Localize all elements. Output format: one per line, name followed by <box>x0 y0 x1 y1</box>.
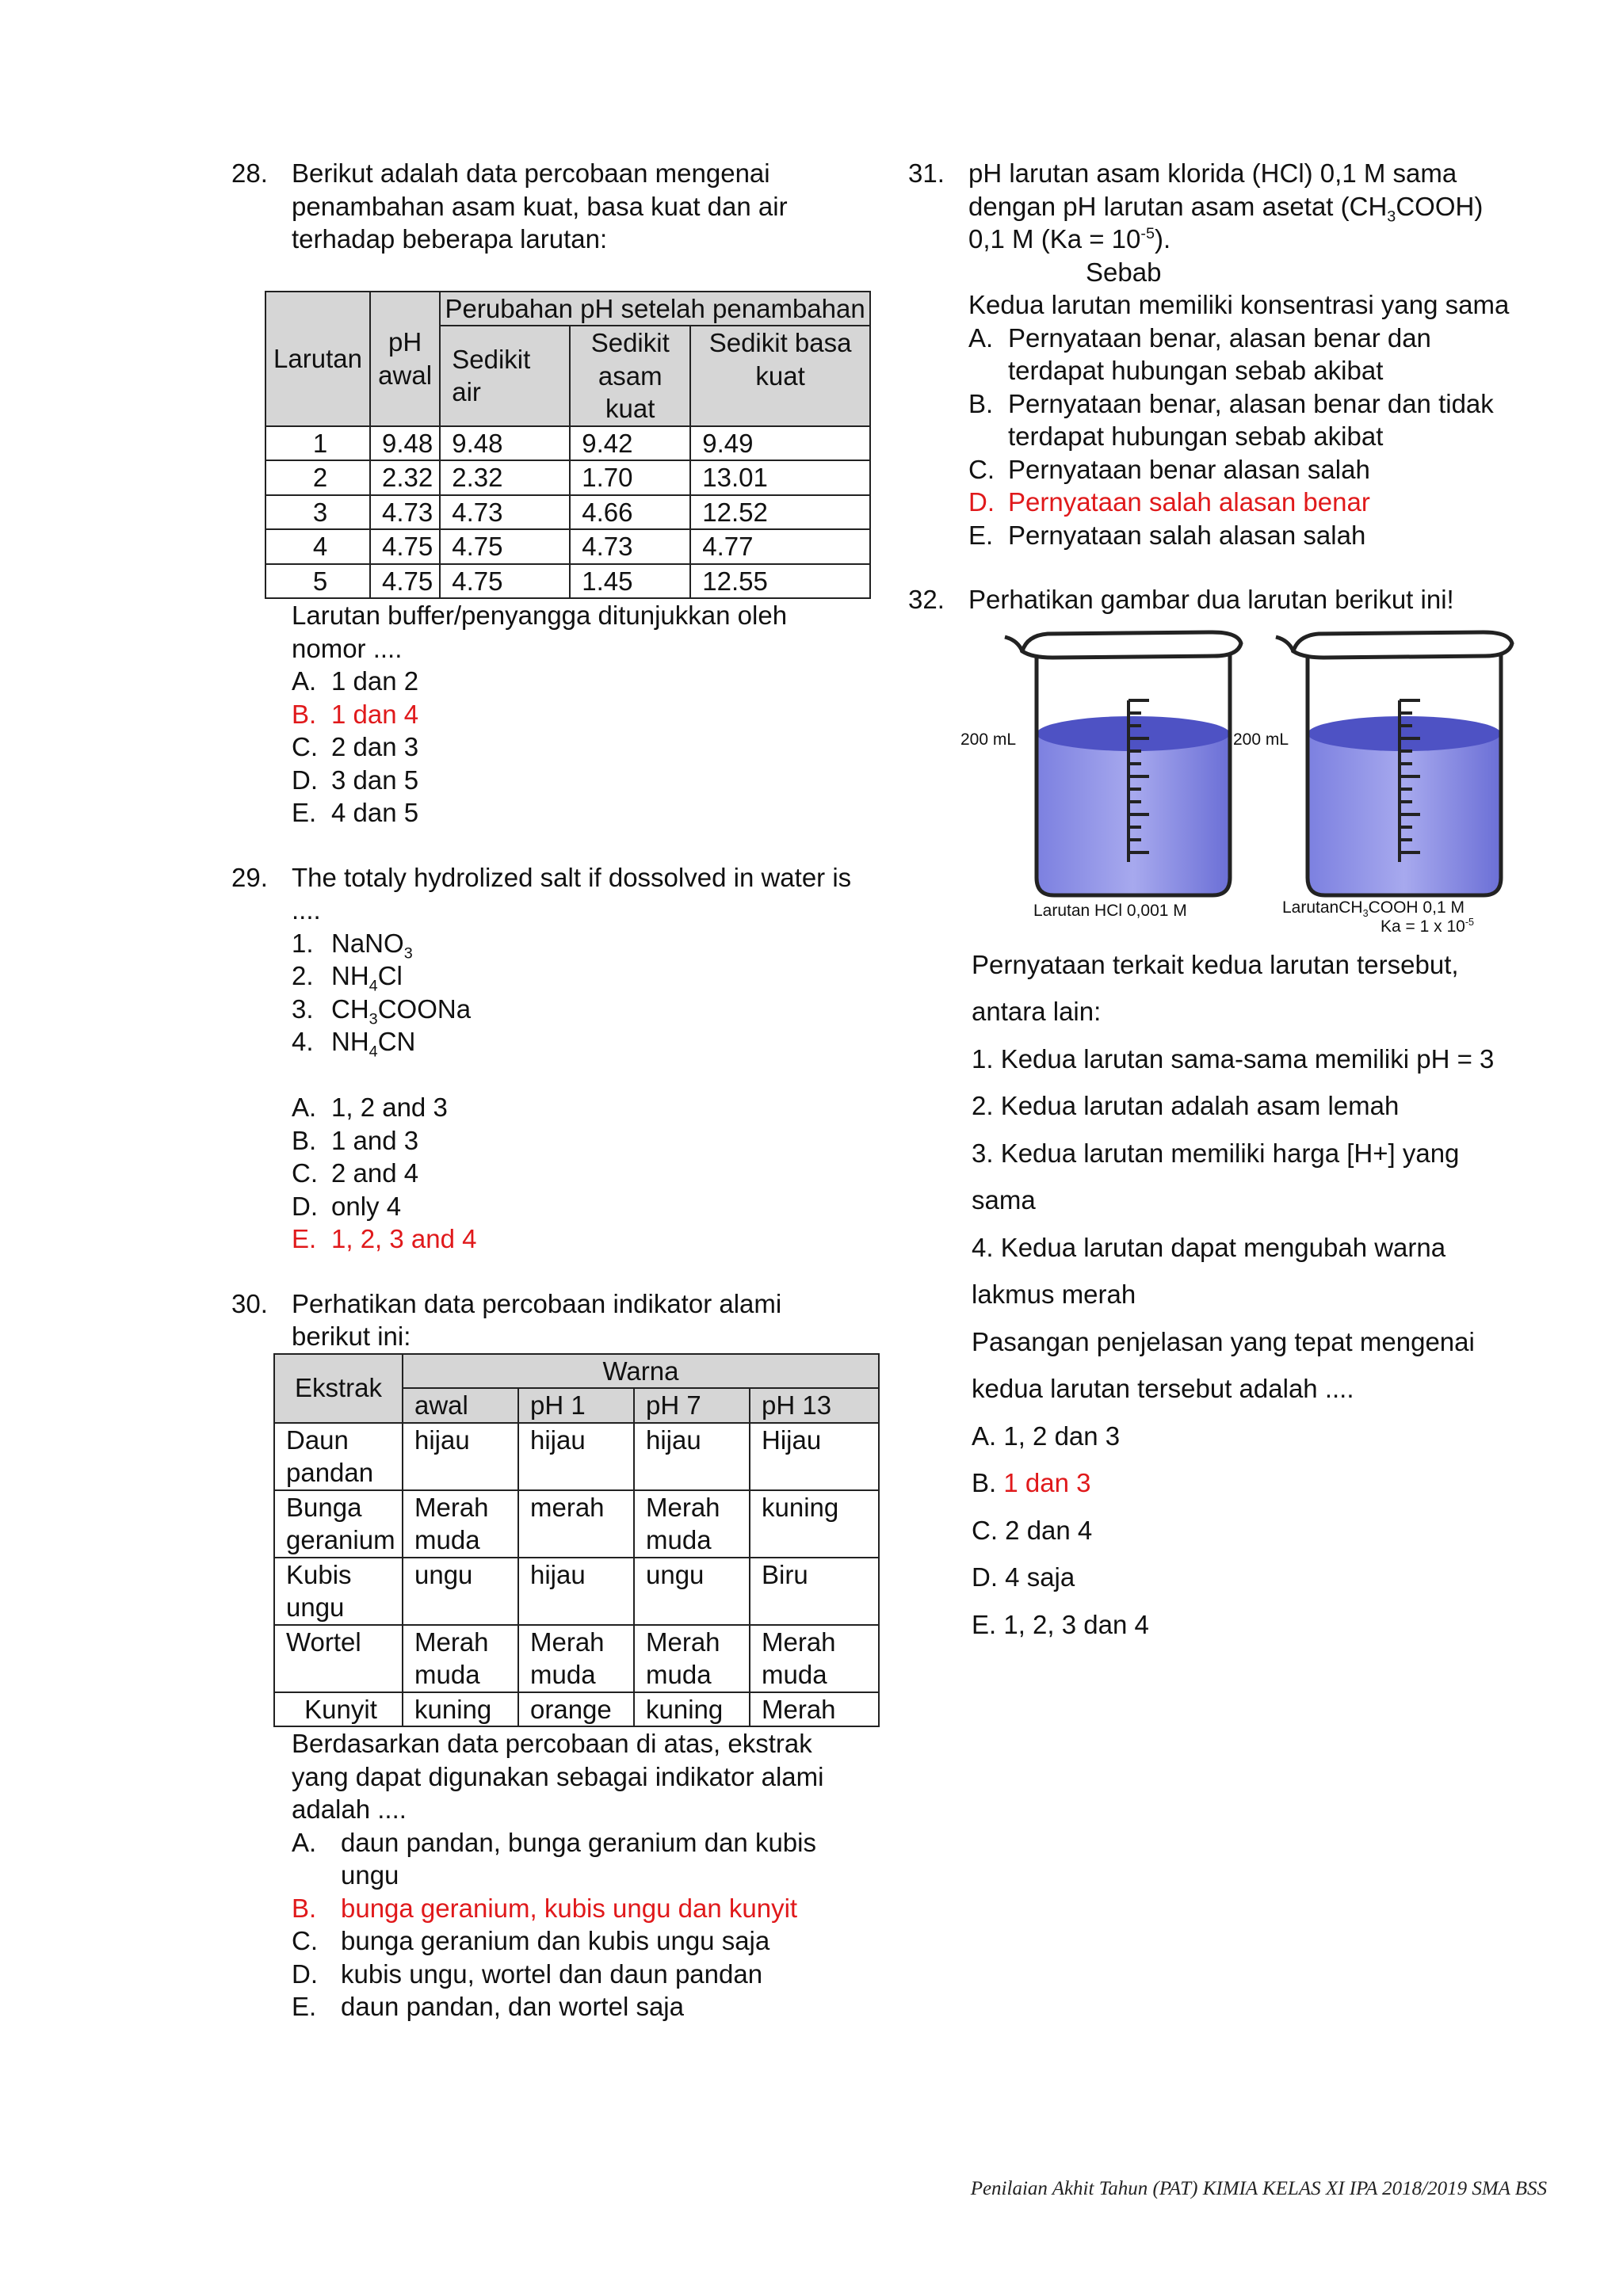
liquid-surface-ch3cooh <box>1308 716 1501 751</box>
reason-text: Kedua larutan memiliki konsentrasi yang sama <box>968 290 1510 319</box>
option-letter: D. <box>972 1562 998 1592</box>
formula: CN <box>377 1027 416 1056</box>
cell: 4.75 <box>440 529 570 564</box>
intro-text: Pernyataan terkait kedua larutan tersebut, antara lain: <box>972 949 1459 1026</box>
header-perubahan: Perubahan pH setelah penambahan <box>440 292 870 326</box>
option-c[interactable] <box>292 1157 889 1190</box>
formula-sup: -5 <box>1140 225 1155 242</box>
cell: Daun pandan <box>274 1423 403 1490</box>
text: CH <box>1338 898 1363 917</box>
cell: 5 <box>265 564 370 599</box>
header-larutan: Larutan <box>265 292 370 426</box>
item-number: 4. <box>292 1027 314 1056</box>
cell: 12.55 <box>690 564 870 599</box>
option-text: bunga geranium, kubis ungu dan kunyit <box>341 1893 798 1923</box>
cell: Merah <box>750 1692 879 1727</box>
statement-line <box>968 190 1542 226</box>
cell: 4.73 <box>370 495 440 530</box>
option-text: 1, 2 dan 3 <box>1003 1421 1121 1451</box>
table-row <box>265 495 870 530</box>
sebab-label: Sebab <box>1086 257 1162 287</box>
option-letter: E. <box>292 1992 317 2021</box>
question-text: Perhatikan gambar dua larutan berikut ini! <box>968 585 1454 614</box>
option-letter: D. <box>968 487 995 517</box>
option-e[interactable] <box>292 796 889 830</box>
question-number: 31. <box>908 158 945 188</box>
option-c[interactable] <box>968 453 1542 486</box>
option-e[interactable] <box>968 519 1542 552</box>
caption-ch3cooh <box>1282 898 1465 917</box>
cell: Merah muda <box>518 1625 634 1692</box>
option-b-answer[interactable] <box>972 1459 1542 1507</box>
header-ekstrak: Ekstrak <box>274 1354 403 1423</box>
option-text: 2 and 4 <box>331 1158 419 1188</box>
formula-sub: 3 <box>369 1010 378 1028</box>
beakers-figure <box>959 616 1561 936</box>
text: Ka = 1 x 10 <box>1381 917 1465 936</box>
header-sedikit-basa: Sedikit basa kuat <box>690 326 870 426</box>
table-row <box>265 460 870 495</box>
option-text: only 4 <box>331 1191 402 1221</box>
option-letter: A. <box>292 1827 317 1857</box>
cell: 12.52 <box>690 495 870 530</box>
cell: Kubis ungu <box>274 1558 403 1625</box>
option-letter: E. <box>968 520 994 550</box>
cell: Wortel <box>274 1625 403 1692</box>
cell: 4.77 <box>690 529 870 564</box>
cell: 4.75 <box>370 529 440 564</box>
liquid-surface-hcl <box>1037 716 1230 751</box>
option-b-answer[interactable] <box>292 698 889 731</box>
option-letter: C. <box>292 1926 318 1955</box>
salt-item <box>292 1025 889 1061</box>
formula: CH <box>331 994 369 1024</box>
table-row <box>265 564 870 599</box>
option-a[interactable] <box>972 1413 1542 1460</box>
salt-item <box>292 927 889 963</box>
option-a[interactable] <box>292 1091 889 1124</box>
option-text: daun pandan, bunga geranium dan kubis ungu <box>341 1827 816 1890</box>
formula-sub: 3 <box>403 944 413 963</box>
statement-line <box>968 223 1542 256</box>
question-prompt: Berdasarkan data percobaan di atas, ekstrak yang dapat digunakan sebagai indikator alami adalah .... <box>292 1729 824 1824</box>
option-text: Pernyataan benar, alasan benar dan tidak terdapat hubungan sebab akibat <box>1008 388 1494 451</box>
option-letter: B. <box>292 1893 317 1923</box>
cell: Merah muda <box>403 1625 518 1692</box>
q32-body <box>908 941 1542 1649</box>
option-text: 1, 2, 3 dan 4 <box>1003 1609 1149 1639</box>
volume-label-1: 200 mL <box>960 730 1017 749</box>
table-row <box>265 529 870 564</box>
salt-item <box>292 993 889 1026</box>
ph-data-table <box>265 291 871 600</box>
table-row <box>274 1692 879 1727</box>
option-a[interactable] <box>292 665 889 698</box>
option-text: 1, 2, 3 and 4 <box>331 1224 477 1253</box>
cell: Merah muda <box>750 1625 879 1692</box>
option-letter: C. <box>292 732 318 761</box>
item-number: 3. <box>292 994 314 1024</box>
question-prompt: Pasangan penjelasan yang tepat mengenai kedua larutan tersebut adalah .... <box>972 1326 1475 1403</box>
option-letter: B. <box>292 1125 317 1155</box>
header-ph7: pH 7 <box>634 1388 750 1423</box>
header-ph1: pH 1 <box>518 1388 634 1423</box>
cell: 9.48 <box>440 426 570 461</box>
text: COOH 0,1 M <box>1368 898 1465 917</box>
cell: 2 <box>265 460 370 495</box>
question-31 <box>908 157 1542 551</box>
cell: ungu <box>403 1558 518 1625</box>
statement-4: 4. Kedua larutan dapat mengubah warna lakmus merah <box>972 1232 1446 1309</box>
table-row <box>274 1423 879 1490</box>
question-30 <box>231 1287 889 1353</box>
text: ). <box>1154 224 1171 254</box>
formula: NH <box>331 1027 369 1056</box>
option-text: bunga geranium dan kubis ungu saja <box>341 1926 770 1955</box>
question-28 <box>231 157 889 256</box>
cell: 9.48 <box>370 426 440 461</box>
ka-label <box>1381 917 1474 936</box>
question-number: 32. <box>908 585 945 614</box>
option-letter: B. <box>968 388 994 418</box>
statement-2: 2. Kedua larutan adalah asam lemah <box>972 1091 1400 1120</box>
cell: 1.70 <box>570 460 690 495</box>
option-e[interactable] <box>972 1601 1542 1649</box>
option-e-answer[interactable] <box>292 1222 889 1256</box>
caption-hcl: Larutan HCl 0,001 M <box>1033 901 1187 920</box>
text: 0,1 M (Ka = 10 <box>968 224 1141 254</box>
option-text: 4 dan 5 <box>331 798 419 827</box>
table-row <box>265 426 870 461</box>
option-letter: A. <box>972 1421 997 1451</box>
cell: 9.42 <box>570 426 690 461</box>
option-text: kubis ungu, wortel dan daun pandan <box>341 1958 763 1989</box>
option-text: 1 dan 4 <box>331 699 419 729</box>
text: COOH) <box>1396 191 1484 221</box>
formula: NaNO <box>331 928 404 958</box>
option-letter: C. <box>292 1158 318 1188</box>
table-row <box>274 1490 879 1558</box>
formula: NH <box>331 961 369 990</box>
option-text: Pernyataan benar alasan salah <box>1008 454 1370 484</box>
table-row <box>274 1625 879 1692</box>
cell: 13.01 <box>690 460 870 495</box>
item-number: 2. <box>292 961 314 990</box>
cell: 4.73 <box>570 529 690 564</box>
page-footer: Penilaian Akhit Tahun (PAT) KIMIA KELAS XI IPA 2018/2019 SMA BSS <box>970 2178 1547 2199</box>
option-d[interactable] <box>292 764 889 797</box>
volume-label-2: 200 mL <box>1233 730 1289 749</box>
option-b-answer[interactable] <box>292 1892 889 1925</box>
cell: Hijau <box>750 1423 879 1490</box>
option-text: 1 and 3 <box>331 1125 419 1155</box>
option-letter: A. <box>292 1093 317 1122</box>
header-warna: Warna <box>403 1354 879 1389</box>
option-text: 2 dan 4 <box>1005 1515 1093 1545</box>
option-letter: B. <box>292 699 317 729</box>
cell: 4.73 <box>440 495 570 530</box>
formula-sub: 4 <box>369 1043 378 1061</box>
formula-sup: -5 <box>1465 916 1475 928</box>
option-b[interactable] <box>292 1124 889 1158</box>
cell: kuning <box>750 1490 879 1558</box>
option-text: 1 dan 3 <box>1003 1468 1091 1497</box>
option-letter: C. <box>968 454 995 484</box>
question-text: The totaly hydrolized salt if dossolved in water is .... <box>292 862 852 925</box>
cell: kuning <box>634 1692 750 1727</box>
option-d-answer[interactable] <box>968 486 1542 519</box>
cell: ungu <box>634 1558 750 1625</box>
cell: Kunyit <box>274 1692 403 1727</box>
option-d[interactable] <box>292 1190 889 1223</box>
cell: hijau <box>518 1558 634 1625</box>
statement-1: 1. Kedua larutan sama-sama memiliki pH = 3 <box>972 1043 1495 1074</box>
option-letter: C. <box>972 1515 998 1545</box>
option-c[interactable] <box>292 730 889 764</box>
option-d[interactable] <box>292 1958 889 1991</box>
cell: hijau <box>634 1423 750 1490</box>
option-text: Pernyataan salah alasan salah <box>1008 520 1366 550</box>
option-letter: D. <box>292 1958 318 1989</box>
left-column <box>231 157 889 2023</box>
header-sedikit-air: Sedikit air <box>440 326 570 426</box>
formula-sub: 4 <box>369 977 378 995</box>
item-number: 1. <box>292 928 314 958</box>
statement-3: 3. Kedua larutan memiliki harga [H+] yang sama <box>972 1138 1460 1215</box>
option-text: 1 dan 2 <box>331 666 419 696</box>
option-letter: E. <box>292 798 317 827</box>
cell: hijau <box>403 1423 518 1490</box>
option-e[interactable] <box>292 1990 889 2023</box>
cell: 4.75 <box>370 564 440 599</box>
cell: 3 <box>265 495 370 530</box>
option-a[interactable] <box>292 1826 880 1892</box>
text: dengan pH larutan asam asetat (CH <box>968 191 1388 221</box>
option-text: 1, 2 and 3 <box>331 1093 448 1122</box>
cell: 2.32 <box>370 460 440 495</box>
beaker-hcl <box>1005 632 1241 895</box>
cell: Biru <box>750 1558 879 1625</box>
cell: Merah muda <box>403 1490 518 1558</box>
header-sedikit-asam: Sedikit asam kuat <box>570 326 690 426</box>
table-row <box>274 1558 879 1625</box>
cell: 9.49 <box>690 426 870 461</box>
option-a[interactable] <box>968 322 1531 387</box>
cell: 4.66 <box>570 495 690 530</box>
option-text: Pernyataan benar, alasan benar dan terdapat hubungan sebab akibat <box>1008 322 1431 385</box>
option-letter: A. <box>968 322 994 353</box>
question-32 <box>908 583 1542 616</box>
question-number: 29. <box>231 862 268 892</box>
option-text: daun pandan, dan wortel saja <box>341 1992 684 2021</box>
option-letter: D. <box>292 765 318 795</box>
option-text: 2 dan 3 <box>331 732 419 761</box>
option-letter: A. <box>292 666 317 696</box>
formula-sub: 3 <box>1362 907 1369 919</box>
statement-line: pH larutan asam klorida (HCl) 0,1 M sama <box>968 158 1457 188</box>
option-text: Pernyataan salah alasan benar <box>1008 487 1370 517</box>
question-text: Perhatikan data percobaan indikator alami berikut ini: <box>292 1288 782 1351</box>
salt-item <box>292 959 889 993</box>
option-letter: E. <box>292 1224 317 1253</box>
cell: Merah muda <box>634 1625 750 1692</box>
option-d[interactable] <box>972 1554 1542 1601</box>
header-ph13: pH 13 <box>750 1388 879 1423</box>
question-text: Berikut adalah data percobaan mengenai penambahan asam kuat, basa kuat dan air terhadap beberapa larutan: <box>292 158 788 254</box>
header-awal: awal <box>403 1388 518 1423</box>
option-c[interactable] <box>292 1924 889 1958</box>
beakers-illustration <box>959 616 1561 933</box>
cell: hijau <box>518 1423 634 1490</box>
option-text: 4 saja <box>1005 1562 1075 1592</box>
cell: 2.32 <box>440 460 570 495</box>
text: Larutan <box>1282 898 1339 917</box>
question-number: 28. <box>231 158 268 188</box>
option-text: 3 dan 5 <box>331 765 419 795</box>
option-letter: E. <box>972 1609 997 1639</box>
formula: Cl <box>377 961 403 990</box>
option-letter: B. <box>972 1468 997 1497</box>
cell: merah <box>518 1490 634 1558</box>
right-column <box>908 157 1542 1648</box>
formula: COONa <box>377 994 472 1024</box>
cell: 1.45 <box>570 564 690 599</box>
cell: 1 <box>265 426 370 461</box>
cell: Bunga geranium <box>274 1490 403 1558</box>
option-c[interactable] <box>972 1507 1542 1554</box>
option-letter: D. <box>292 1191 318 1221</box>
beaker-ch3cooh <box>1276 632 1512 895</box>
question-prompt: Larutan buffer/penyangga ditunjukkan oleh nomor .... <box>292 601 788 663</box>
cell: 4 <box>265 529 370 564</box>
cell: orange <box>518 1692 634 1727</box>
cell: Merah muda <box>634 1490 750 1558</box>
option-b[interactable] <box>968 387 1563 453</box>
indicator-table <box>273 1353 880 1728</box>
cell: 4.75 <box>440 564 570 599</box>
question-29 <box>231 861 889 1256</box>
header-ph-awal: pH awal <box>370 292 440 426</box>
cell: kuning <box>403 1692 518 1727</box>
formula-sub: 3 <box>1387 208 1396 226</box>
question-number: 30. <box>231 1288 268 1318</box>
